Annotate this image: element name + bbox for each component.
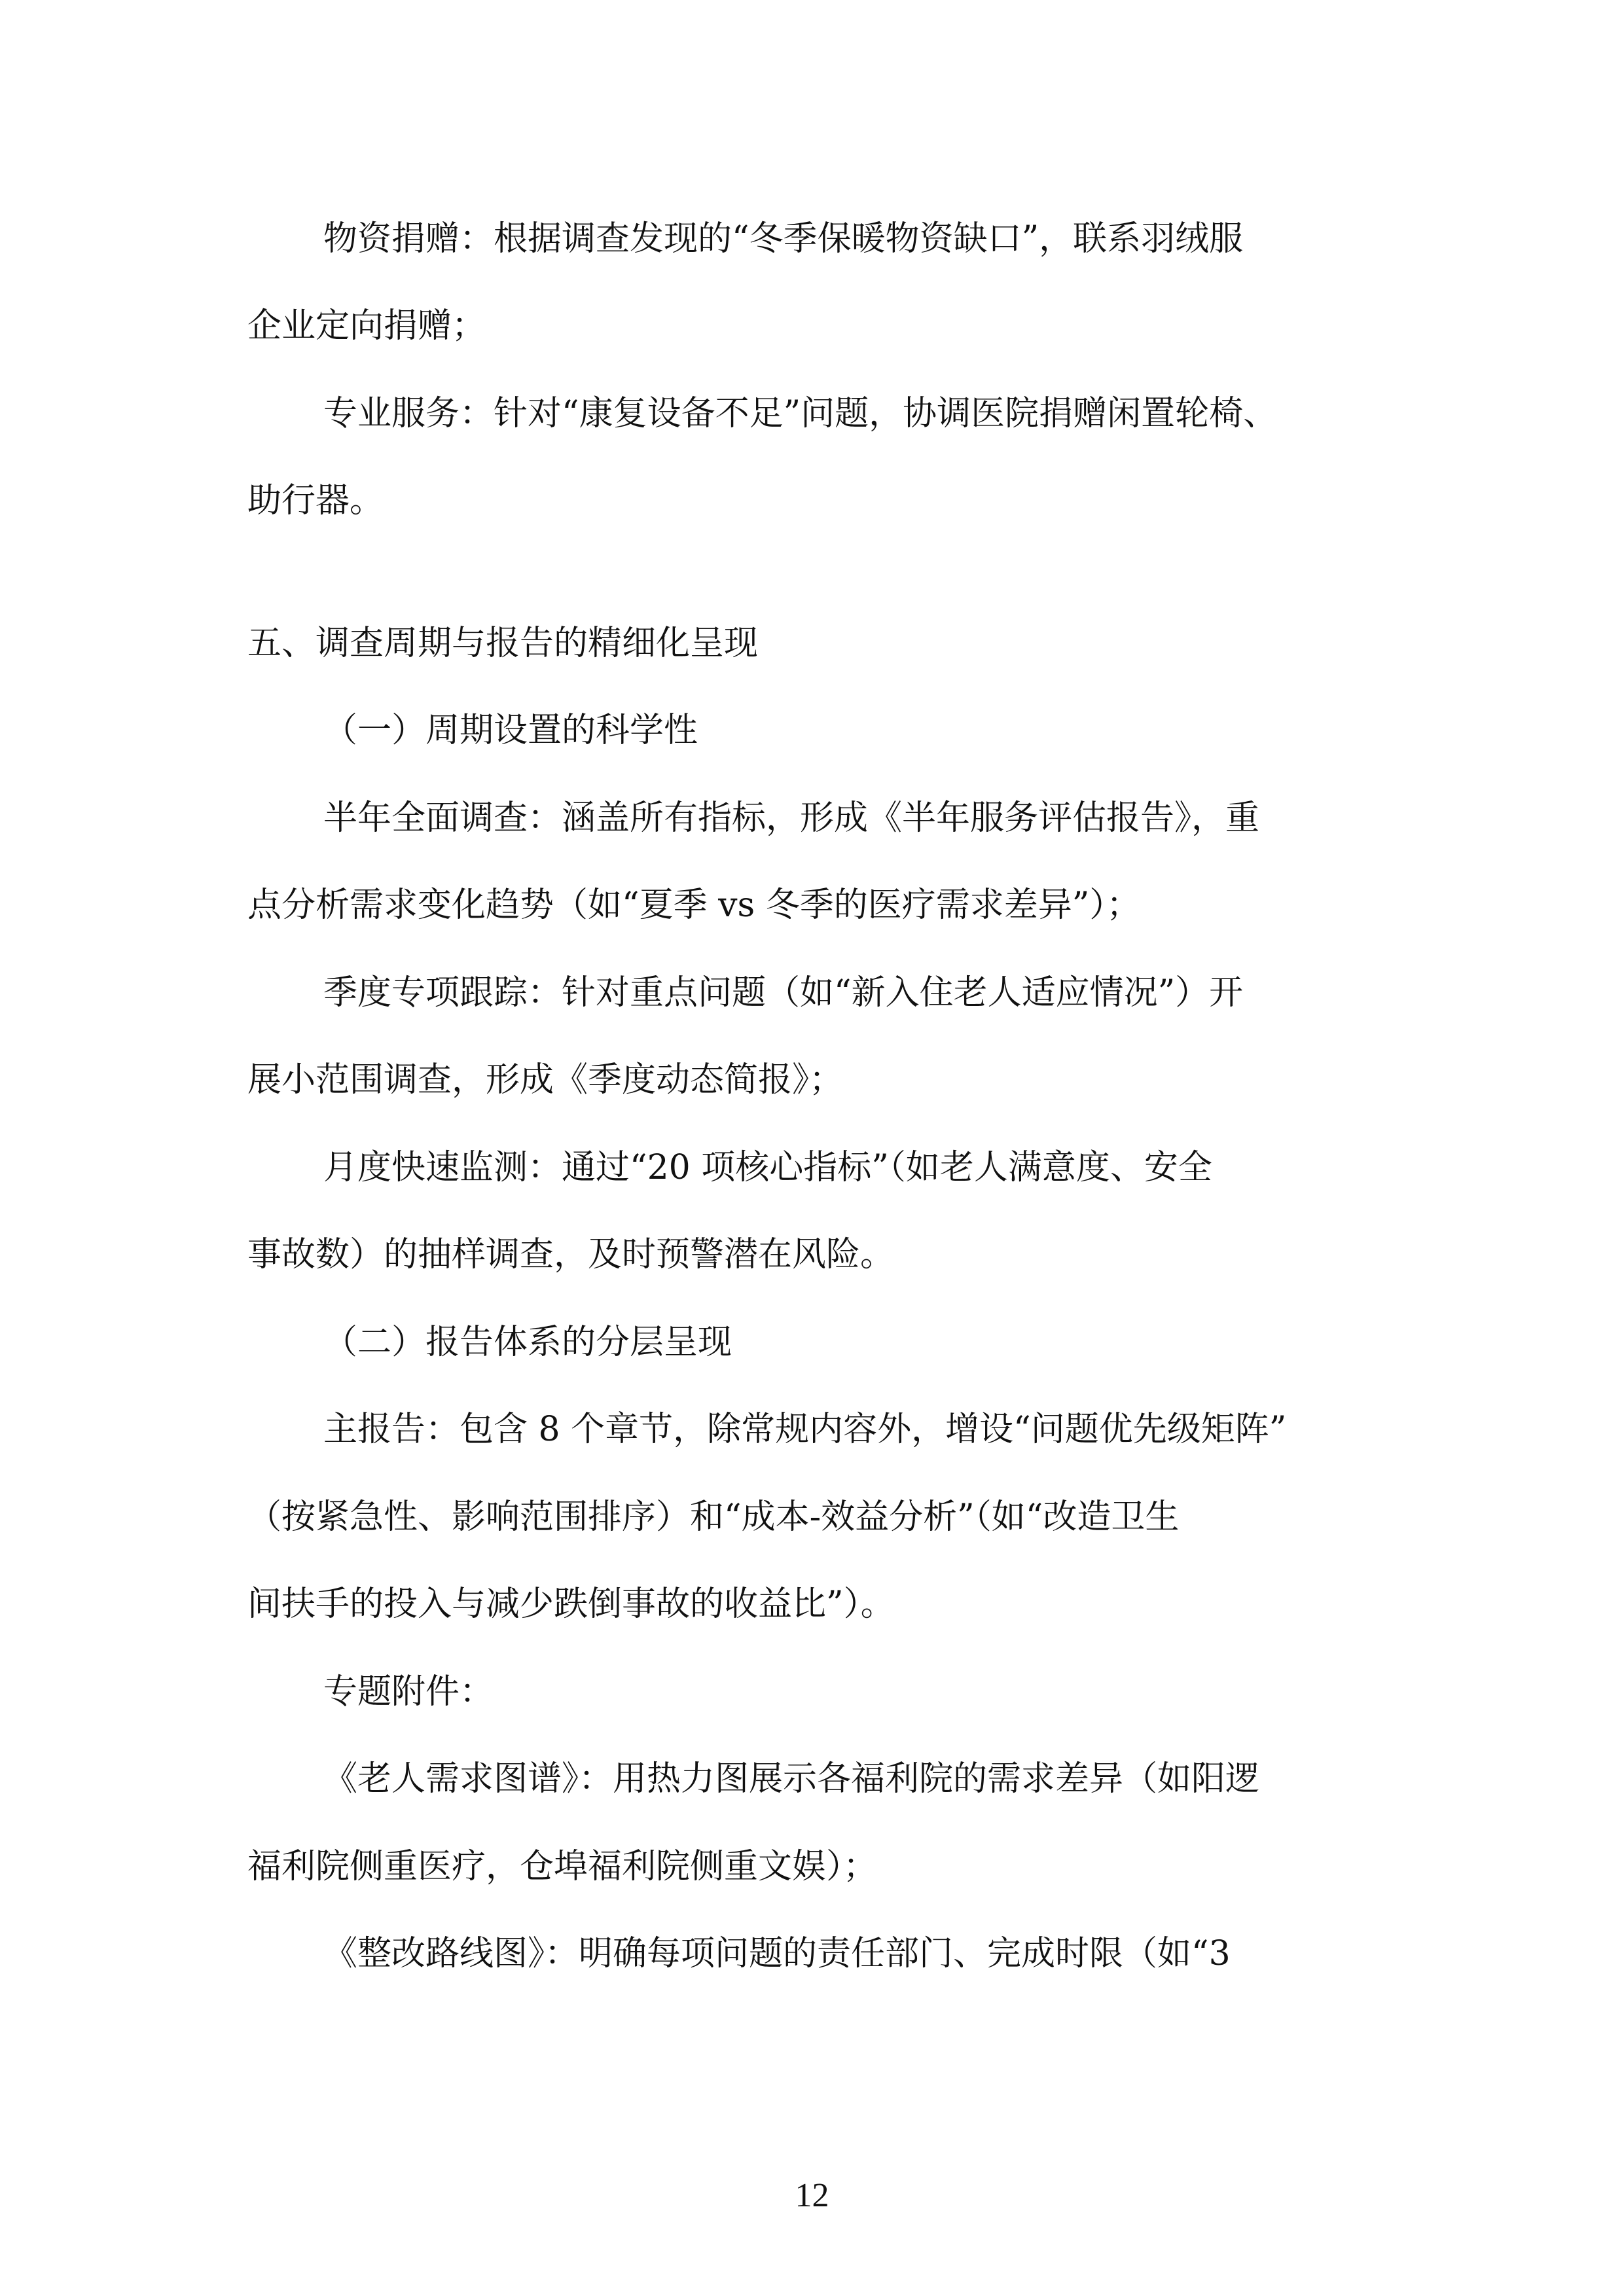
paragraph-line-special-attachments: 专题附件： (323, 1672, 494, 1712)
paragraph-line-needs-map: 《老人需求图谱》：用热力图展示各福利院的需求差异（如阳逻 (323, 1759, 1260, 1799)
paragraph-line-material-donation: 物资捐赠：根据调查发现的“冬季保暖物资缺口”，联系羽绒服 (323, 219, 1244, 259)
paragraph-line-continuation: 企业定向捐赠； (247, 306, 486, 346)
page-number: 12 (795, 2177, 829, 2214)
paragraph-line-continuation: 间扶手的投入与减少跌倒事故的收益比”）。 (247, 1585, 895, 1624)
paragraph-line-professional-service: 专业服务：针对“康复设备不足”问题，协调医院捐赠闲置轮椅、 (323, 394, 1278, 433)
paragraph-line-quarterly-tracking: 季度专项跟踪：针对重点问题（如“新入住老人适应情况”）开 (323, 973, 1244, 1013)
paragraph-line-half-year-survey: 半年全面调查：涵盖所有指标，形成《半年服务评估报告》，重 (323, 798, 1260, 838)
paragraph-line-continuation: 展小范围调查，形成《季度动态简报》； (247, 1060, 844, 1100)
paragraph-line-continuation: 助行器。 (247, 481, 384, 520)
subsection-heading-two: （二）报告体系的分层呈现 (323, 1323, 732, 1362)
paragraph-line-rectification-roadmap: 《整改路线图》：明确每项问题的责任部门、完成时限（如“3 (323, 1934, 1231, 1973)
subsection-heading-one: （一）周期设置的科学性 (323, 711, 698, 750)
paragraph-line-monthly-monitoring: 月度快速监测：通过“20 项核心指标”（如老人满意度、安全 (323, 1148, 1212, 1187)
paragraph-line-continuation: （按紧急性、影响范围排序）和“成本-效益分析”（如“改造卫生 (247, 1498, 1180, 1537)
paragraph-line-main-report: 主报告：包含 8 个章节，除常规内容外，增设“问题优先级矩阵” (323, 1410, 1287, 1449)
section-heading-five: 五、调查周期与报告的精细化呈现 (247, 624, 759, 663)
paragraph-line-continuation: 点分析需求变化趋势（如“夏季 vs 冬季的医疗需求差异”）； (247, 886, 1141, 925)
paragraph-line-continuation: 福利院侧重医疗，仓埠福利院侧重文娱）； (247, 1847, 878, 1886)
paragraph-line-continuation: 事故数）的抽样调查，及时预警潜在风险。 (247, 1235, 895, 1274)
